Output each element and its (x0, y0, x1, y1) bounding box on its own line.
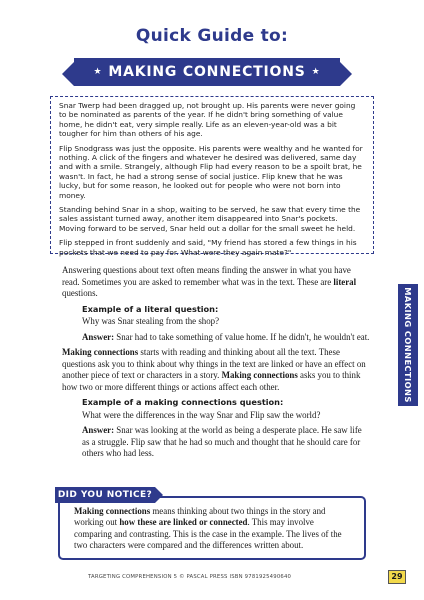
intro-text-end: questions. (62, 288, 98, 298)
mc-text: asks you to think how two or more different things or actions affect each other. (62, 370, 361, 392)
literal-question: Why was Snar stealing from the shop? (82, 316, 220, 326)
banner-text (74, 58, 340, 86)
mc-answer (82, 425, 370, 460)
banner-tail-left (62, 62, 74, 86)
story-paragraph: Flip stepped in front suddenly and said, "My friend has stored a few things in his pockets that we need to pay for. What were they again mate?" (59, 238, 357, 257)
notice-label-tail (155, 487, 163, 503)
answer-label: Answer: (82, 331, 115, 342)
notice-text-part: . This may involve comparing and contrasting. This is the case in the example. The lives of the two characters were compared and the differences written about. (74, 517, 342, 551)
notice-text-part: means thinking about two things in the story and working out (74, 506, 326, 528)
notice-emphasis: how these are linked or connected (119, 517, 248, 528)
mc-question: What were the differences in the way Snar and Flip saw the world? (82, 409, 321, 420)
star-icon: ★ (93, 67, 103, 77)
banner-title: MAKING CONNECTIONS (108, 64, 306, 80)
answer-label: Answer: (82, 425, 115, 435)
page-number: 29 (388, 570, 406, 584)
making-connections-paragraph (62, 347, 370, 393)
intro-paragraph (62, 265, 370, 300)
literal-answer-text: Snar had to take something of value home. If he didn't, he wouldn't eat. (114, 331, 370, 342)
notice-box (58, 496, 366, 560)
banner-tail-right (340, 62, 352, 86)
side-tab (398, 284, 418, 406)
mc-text: starts with reading and thinking about all the text. These questions ask you to think about why things in the text are linked or have an effect on another piece of text or characters in a story. (62, 347, 366, 380)
mc-example-heading: Example of a making connections question: (82, 397, 284, 407)
star-icon: ★ (311, 67, 321, 77)
literal-example-heading: Example of a literal question: (82, 303, 219, 314)
mc-term: Making connections (62, 347, 139, 357)
title-banner (74, 58, 340, 86)
story-paragraph: Snar Twerp had been dragged up, not brought up. His parents were never going to be nominated as parents of the year. If he didn't bring something of value home, he didn't eat, very simple really. Life as an eleven-year-old was a bit tougher for him than others of his age. (59, 101, 356, 139)
guide-title: Quick Guide to: (135, 26, 289, 46)
notice-text (74, 506, 354, 552)
story-paragraph: Standing behind Snar in a shop, waiting to be served, he saw that every time the sales assistant turned away, another item disappeared into Snar's pockets. Moving forward to be served, Snar held out a dollar for the small sweet he held. (59, 205, 361, 233)
footer-credit: TARGETING COMPREHENSION 5 © PASCAL PRESS ISBN 9781925490640 (88, 574, 292, 580)
side-tab-label: MAKING CONNECTIONS (403, 287, 413, 403)
story-box (50, 96, 374, 257)
mc-example (62, 397, 370, 460)
intro-text: Answering questions about text often means finding the answer in what you have read. Sometimes you are asked to remember what was in the text. These are (62, 265, 351, 287)
notice-label: DID YOU NOTICE? (55, 487, 155, 503)
literal-example (62, 304, 370, 344)
mc-answer-text: Snar was looking at the world as being a desperate place. He saw life as a struggle. Flip saw that he had so much and thought that he should care for others who had less. (82, 425, 362, 458)
main-content (62, 265, 370, 464)
notice-term: Making connections (74, 506, 151, 516)
literal-answer (82, 332, 370, 344)
story-paragraph: Flip Snodgrass was just the opposite. His parents were wealthy and he wanted for nothing. A click of the fingers and whatever he desired was delivered, same day and with a smile. Strangely, although Flip had every reason to be a spoilt brat, he wasn't. In fact, he had a strong sense of social justice. Flip knew that he was lucky, but for some reason, he looked out for people who were not born into money. (59, 143, 363, 200)
literal-term: literal (333, 276, 357, 287)
mc-term: Making connections (221, 370, 298, 380)
